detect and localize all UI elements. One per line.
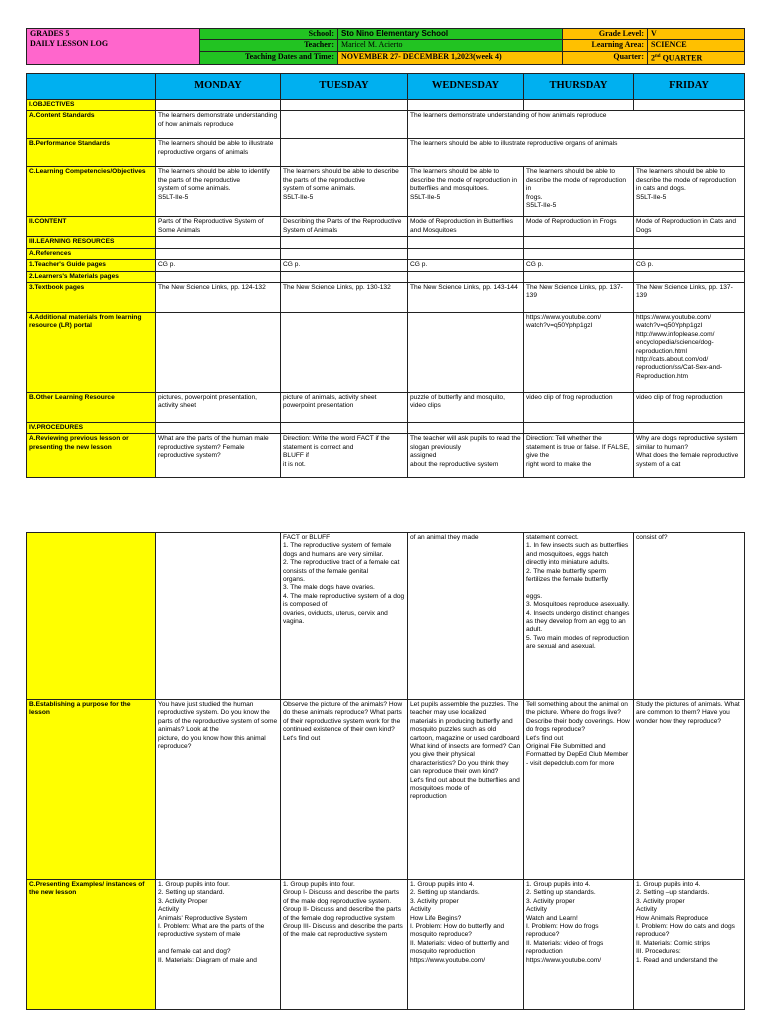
log-title: GRADES 5 DAILY LESSON LOG [27,29,200,65]
teacher-label: Teacher: [200,40,338,52]
cell-monday: 1. Group pupils into four. 2. Setting up standard. 3. Activity Proper Activity Animals' Reproductive System I. Problem: What are the parts of the reproductive system of male and female cat and dog? II. Materials: Diagram of male and [156,880,281,1010]
row-label-4-additional-materials-from-learning-res: 4.Additional materials from learning resource (LR) portal [27,313,156,393]
row-label-b-establishing-a-purpose-for-the-lesson: B.Establishing a purpose for the lesson [27,700,156,880]
row-label-i-objectives: I.OBJECTIVES [27,100,156,111]
cell-friday: CG p. [634,260,745,271]
cell-tuesday [281,271,408,282]
cell-friday [634,100,745,111]
lesson-table-page1 [26,73,745,478]
cell-friday [634,237,745,248]
table-row [27,237,745,248]
row-label-a-content-standards: A.Content Standards [27,111,156,139]
table-row [27,167,745,217]
cell-monday: CG p. [156,260,281,271]
cell-wednesday: The learners demonstrate understanding of how animals reproduce [408,111,745,139]
lesson-table-page2 [26,532,745,1010]
area-value: SCIENCE [648,40,745,52]
table-row [27,880,745,1010]
cell-thursday [524,271,634,282]
cell-monday: You have just studied the human reproductive system. Do you know the parts of the reproductive system of some animals? Look at the picture, do you know how this animal reproduce? [156,700,281,880]
cell-thursday [524,100,634,111]
row-label-b-performance-standards: B.Performance Standards [27,139,156,167]
row-label-2-learners-s-materials-pages: 2.Learners's Materials pages [27,271,156,282]
cell-wednesday [408,100,524,111]
table-row [27,283,745,313]
cell-wednesday: The New Science Links, pp. 143-144 [408,283,524,313]
cell-friday: 1. Group pupils into 4. 2. Setting –up standards. 3. Activity proper Activity How Animals Reproduce I. Problem: How do cats and dogs reproduce? II. Materials: Comic strips III. Procedures: 1. Read and understand the [634,880,745,1010]
cell-thursday: The learners should be able to describe the mode of reproduction in frogs. S5LT-IIe-5 [524,167,634,217]
day-header-friday: FRIDAY [634,74,745,100]
cell-thursday [524,423,634,434]
cell-monday [156,271,281,282]
corner-cell [27,74,156,100]
cell-wednesday [408,271,524,282]
cell-monday [156,423,281,434]
cell-friday: Mode of Reproduction in Cats and Dogs [634,217,745,237]
day-header-thursday: THURSDAY [524,74,634,100]
day-header-wednesday: WEDNESDAY [408,74,524,100]
cell-wednesday [408,423,524,434]
school-label: School: [200,29,338,40]
cell-wednesday [408,313,524,393]
dates-value: NOVEMBER 27- DECEMBER 1,2023(week 4) [338,52,563,65]
quarter-value: 2nd QUARTER [648,52,745,65]
cell-monday [156,248,281,259]
cell-wednesday: 1. Group pupils into 4. 2. Setting up standards. 3. Activity proper Activity How Life Begins? I. Problem: How do butterfly and mosquito reproduce? II. Materials: video of butterfly and mosquito reproduction https://www.youtube.com/ [408,880,524,1010]
table-row [27,423,745,434]
cell-monday [156,533,281,700]
cell-wednesday: The learners should be able to describe the mode of reproduction in butterflies and mosquitoes. S5LT-IIe-5 [408,167,524,217]
cell-friday: Study the pictures of animals. What are common to them? Have you wonder how they reproduce? [634,700,745,880]
cell-friday: The New Science Links, pp. 137-139 [634,283,745,313]
cell-tuesday [281,423,408,434]
cell-thursday: CG p. [524,260,634,271]
cell-tuesday: Describing the Parts of the Reproductive System of Animals [281,217,408,237]
cell-wednesday: Let pupils assemble the puzzles. The teacher may use localized materials in producing butterfly and mosquito puzzles such as old cartoon, magazine or used cardboard What kind of insects are formed? Can you give their physical characteristics? Do you think they can reproduce their own kind? Let's find out about the butterflies and mosquitoes mode of reproduction [408,700,524,880]
row-label-1-teacher-s-guide-pages: 1.Teacher's Guide pages [27,260,156,271]
row-label-blank [27,533,156,700]
day-header-monday: MONDAY [156,74,281,100]
table-row [27,434,745,478]
row-label-a-references: A.References [27,248,156,259]
cell-friday [634,248,745,259]
cell-thursday: https://www.youtube.com/ watch?v=q50Yphp1gzI [524,313,634,393]
cell-tuesday [281,111,408,139]
cell-tuesday: The learners should be able to describe the parts of the reproductive system of some animals. S5LT-IIe-5 [281,167,408,217]
cell-friday: Why are dogs reproductive system similar to human? What does the female reproductive system of a cat [634,434,745,478]
teacher-value: Maricel M. Acierto [338,40,563,52]
cell-monday: The learners should be able to identify the parts of the reproductive system of some animals. S5LT-IIe-5 [156,167,281,217]
cell-thursday: Mode of Reproduction in Frogs [524,217,634,237]
row-label-b-other-learning-resource: B.Other Learning Resource [27,393,156,423]
cell-monday: The learners should be able to illustrate reproductive organs of animals [156,139,281,167]
cell-monday: pictures, powerpoint presentation, activity sheet [156,393,281,423]
cell-wednesday [408,237,524,248]
table-row [27,217,745,237]
cell-tuesday [281,237,408,248]
cell-thursday: 1. Group pupils into 4. 2. Setting up standards. 3. Activity proper Activity Watch and Learn! I. Problem: How do frogs reproduce? II. Materials: video of frogs reproduction https://www.youtube.com/ [524,880,634,1010]
cell-monday: The New Science Links, pp. 124-132 [156,283,281,313]
cell-tuesday: picture of animals, activity sheet powerpoint presentation [281,393,408,423]
cell-monday: What are the parts of the human male reproductive system? Female reproductive system? [156,434,281,478]
cell-wednesday: puzzle of butterfly and mosquito, video clips [408,393,524,423]
table-row [27,111,745,139]
cell-thursday [524,248,634,259]
row-label-ii-content: II.CONTENT [27,217,156,237]
table-row [27,393,745,423]
grade-label: Grade Level: [563,29,648,40]
row-label-3-textbook-pages: 3.Textbook pages [27,283,156,313]
cell-friday [634,271,745,282]
row-label-c-presenting-examples-instances-of-the-n: C.Presenting Examples/ instances of the new lesson [27,880,156,1010]
cell-thursday [524,237,634,248]
cell-monday [156,237,281,248]
cell-tuesday: The New Science Links, pp. 130-132 [281,283,408,313]
cell-friday: consist of? [634,533,745,700]
header-table [26,28,745,65]
cell-friday: video clip of frog reproduction [634,393,745,423]
cell-wednesday: of an animal they made [408,533,524,700]
table-row [27,533,745,700]
cell-friday: https://www.youtube.com/ watch?v=q50Yphp1gzI http://www.infoplease.com/ encyclopedia/science/dog-reproduction.html http://cats.about.com/od/ reproduction/ss/Cat-Sex-and-Reproduction.htm [634,313,745,393]
table-row [27,271,745,282]
cell-tuesday: Observe the picture of the animals? How do these animals reproduce? What parts of their reproductive system work for the continued existence of their own kind? Let's find out [281,700,408,880]
table-row [27,260,745,271]
table-row [27,700,745,880]
table-row [27,313,745,393]
cell-thursday: The New Science Links, pp. 137-139 [524,283,634,313]
cell-wednesday [408,248,524,259]
cell-monday [156,313,281,393]
row-label-iv-procedures: IV.PROCEDURES [27,423,156,434]
cell-wednesday: The learners should be able to illustrate reproductive organs of animals [408,139,745,167]
dates-label: Teaching Dates and Time: [200,52,338,65]
cell-monday [156,100,281,111]
row-label-c-learning-competencies-objectives: C.Learning Competencies/Objectives [27,167,156,217]
cell-thursday: video clip of frog reproduction [524,393,634,423]
cell-wednesday: CG p. [408,260,524,271]
table-row [27,139,745,167]
cell-tuesday [281,139,408,167]
cell-tuesday: CG p. [281,260,408,271]
cell-friday [634,423,745,434]
cell-monday: Parts of the Reproductive System of Some Animals [156,217,281,237]
cell-thursday: Direction: Tell whether the statement is true or false. If FALSE, give the right word to make the [524,434,634,478]
cell-tuesday [281,313,408,393]
cell-friday: The learners should be able to describe the mode of reproduction in cats and dogs. S5LT-IIe-5 [634,167,745,217]
cell-wednesday: Mode of Reproduction in Butterflies and Mosquitoes [408,217,524,237]
cell-monday: The learners demonstrate understanding of how animals reproduce [156,111,281,139]
cell-tuesday [281,100,408,111]
quarter-label: Quarter: [563,52,648,65]
day-header-tuesday: TUESDAY [281,74,408,100]
table-row [27,100,745,111]
grade-value: V [648,29,745,40]
cell-wednesday: The teacher will ask pupils to read the slogan previously assigned about the reproductive system [408,434,524,478]
cell-thursday: Tell something about the animal on the picture. Where do frogs live? Describe their body coverings. How do frogs reproduce? Let's find out Original File Submitted and Formatted by DepEd Club Member - visit depedclub.com for more [524,700,634,880]
row-label-a-reviewing-previous-lesson-or-presentin: A.Reviewing previous lesson or presenting the new lesson [27,434,156,478]
cell-tuesday: 1. Group pupils into four. Group I- Discuss and describe the parts of the male dog reproductive system. Group II- Discuss and describe the parts of the female dog reproductive system Group III- Discuss and describe the parts of the male cat reproductive system [281,880,408,1010]
cell-tuesday: FACT or BLUFF 1. The reproductive system of female dogs and humans are very similar. 2. The reproductive tract of a female cat consists of the female genital organs. 3. The male dogs have ovaries. 4. The male reproductive system of a dog is composed of ovaries, oviducts, uterus, cervix and vagina. [281,533,408,700]
row-label-iii-learning-resources: III.LEARNING RESOURCES [27,237,156,248]
school-value: Sto Nino Elementary School [338,29,563,40]
cell-tuesday: Direction: Write the word FACT if the statement is correct and BLUFF if it is not. [281,434,408,478]
area-label: Learning Area: [563,40,648,52]
table-row [27,248,745,259]
cell-thursday: statement correct. 1. In few insects such as butterflies and mosquitoes, eggs hatch directly into miniature adults. 2. The male butterfly sperm fertilizes the female butterfly eggs. 3. Mosquitoes reproduce asexually. 4. Insects undergo distinct changes as they develop from an egg to an adult. 5. Two main modes of reproduction are sexual and asexual. [524,533,634,700]
cell-tuesday [281,248,408,259]
